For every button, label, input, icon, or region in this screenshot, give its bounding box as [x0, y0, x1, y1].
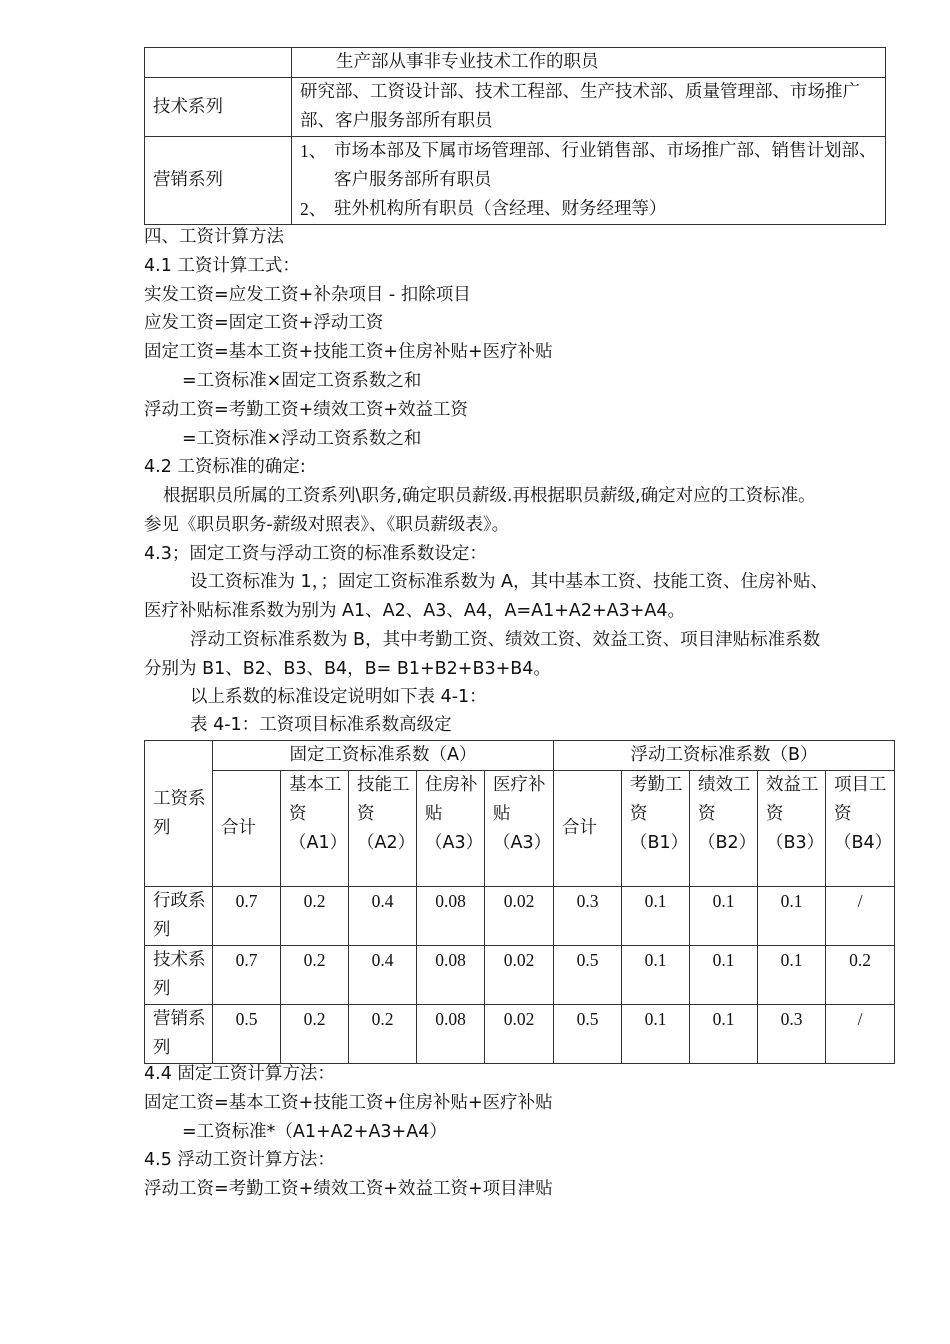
column-header: 考勤工资（B1） [622, 771, 690, 887]
coefficient-table [144, 740, 895, 1064]
category-cell: 营销系列 [145, 137, 292, 225]
table-row [145, 946, 895, 1005]
subsection-heading: 4.1 工资计算工式： [144, 256, 300, 276]
value-cell: 0.08 [417, 946, 485, 1005]
value-cell: 0.2 [281, 946, 349, 1005]
subsection-heading: 4.2 工资标准的确定: [144, 457, 306, 477]
column-header: 项目工资（B4） [826, 771, 895, 887]
corner-header: 工资系列 [145, 741, 213, 887]
subsection-heading: 4.3；固定工资与浮动工资的标准系数设定： [144, 544, 487, 564]
value-cell: 0.5 [554, 1005, 622, 1064]
list-item [300, 195, 879, 224]
value-cell: 0.2 [349, 1005, 417, 1064]
category-cell [145, 48, 292, 78]
table-row [145, 78, 886, 137]
row-label: 营销系列 [145, 1005, 213, 1064]
paragraph-line: 医疗补贴标准系数为别为 A1、A2、A3、A4，A=A1+A2+A3+A4。 [144, 601, 686, 621]
row-label: 技术系列 [145, 946, 213, 1005]
value-cell: 0.5 [213, 1005, 281, 1064]
list-text: 驻外机构所有职员（含经理、财务经理等） [334, 199, 667, 219]
value-cell: 0.1 [622, 1005, 690, 1064]
table-caption: 表 4-1：工资项目标准系数高级定 [190, 715, 452, 735]
value-cell: 0.08 [417, 1005, 485, 1064]
value-cell: 0.1 [622, 946, 690, 1005]
value-cell: 0.7 [213, 887, 281, 946]
value-cell: 0.2 [281, 1005, 349, 1064]
formula-line: 浮动工资=考勤工资+绩效工资+效益工资 [144, 400, 468, 420]
value-cell: 0.3 [554, 887, 622, 946]
value-cell: 0.4 [349, 887, 417, 946]
table-row [145, 48, 886, 78]
column-header: 合计 [554, 771, 622, 887]
paragraph-line: 浮动工资标准系数为 B，其中考勤工资、绩效工资、效益工资、项目津贴标准系数 [190, 630, 821, 650]
column-header: 住房补贴（A3） [417, 771, 485, 887]
value-cell: 0.08 [417, 887, 485, 946]
formula-line: 实发工资=应发工资+补杂项目 - 扣除项目 [144, 285, 471, 305]
column-header: 合计 [213, 771, 281, 887]
paragraph-line: 设工资标准为 1，；固定工资标准系数为 A，其中基本工资、技能工资、住房补贴、 [190, 572, 828, 592]
column-header: 技能工资（A2） [349, 771, 417, 887]
value-cell: 0.5 [554, 946, 622, 1005]
value-cell: 0.1 [690, 1005, 758, 1064]
formula-line: 应发工资=固定工资+浮动工资 [144, 313, 384, 333]
category-cell: 技术系列 [145, 78, 292, 137]
column-header: 效益工资（B3） [758, 771, 826, 887]
column-header: 医疗补贴（A3） [485, 771, 554, 887]
department-cell: 研究部、工资设计部、技术工程部、生产技术部、质量管理部、市场推广部、客户服务部所有职员 [292, 78, 886, 137]
value-cell: 0.02 [485, 946, 554, 1005]
paragraph-line: 根据职员所属的工资系列\职务,确定职员薪级.再根据职员薪级,确定对应的工资标准。 [163, 486, 816, 506]
formula-line: =工资标准×固定工资系数之和 [182, 371, 422, 391]
value-cell: 0.3 [758, 1005, 826, 1064]
formula-line: 固定工资=基本工资+技能工资+住房补贴+医疗补贴 [144, 342, 553, 362]
value-cell: 0.1 [690, 887, 758, 946]
value-cell: / [826, 887, 895, 946]
subsection-heading: 4.5 浮动工资计算方法： [144, 1150, 335, 1170]
value-cell: 0.1 [690, 946, 758, 1005]
group-header-b: 浮动工资标准系数（B） [554, 741, 895, 771]
row-label: 行政系列 [145, 887, 213, 946]
column-header: 绩效工资（B2） [690, 771, 758, 887]
paragraph-line: 分别为 B1、B2、B3、B4，B= B1+B2+B3+B4。 [144, 659, 551, 679]
value-cell: 0.02 [485, 887, 554, 946]
column-header: 基本工资（A1） [281, 771, 349, 887]
formula-line: =工资标准*（A1+A2+A3+A4） [182, 1122, 447, 1142]
value-cell: 0.2 [826, 946, 895, 1005]
list-number: 1、 [300, 141, 327, 161]
value-cell: 0.4 [349, 946, 417, 1005]
table-header-row [145, 741, 895, 771]
paragraph-line: 以上系数的标准设定说明如下表 4-1： [190, 687, 487, 707]
formula-line: =工资标准×浮动工资系数之和 [182, 429, 422, 449]
value-cell: 0.2 [281, 887, 349, 946]
table-row [145, 887, 895, 946]
department-cell: 生产部从事非专业技术工作的职员 [292, 48, 886, 78]
section-heading: 四、工资计算方法 [144, 227, 284, 247]
value-cell: 0.02 [485, 1005, 554, 1064]
table-header-row [145, 771, 895, 887]
group-header-a: 固定工资标准系数（A） [213, 741, 554, 771]
table-row [145, 137, 886, 225]
table-row [145, 1005, 895, 1064]
list-item [300, 137, 879, 195]
list-text: 市场本部及下属市场管理部、行业销售部、市场推广部、销售计划部、客户服务部所有职员 [334, 141, 877, 190]
list-number: 2、 [300, 199, 327, 219]
value-cell: 0.1 [758, 887, 826, 946]
formula-line: 固定工资=基本工资+技能工资+住房补贴+医疗补贴 [144, 1093, 553, 1113]
value-cell: 0.1 [758, 946, 826, 1005]
department-cell [292, 137, 886, 225]
subsection-heading: 4.4 固定工资计算方法： [144, 1064, 335, 1084]
staff-category-table [144, 47, 886, 225]
value-cell: 0.7 [213, 946, 281, 1005]
paragraph-line: 参见《职员职务-薪级对照表》、《职员薪级表》。 [144, 515, 510, 535]
value-cell: / [826, 1005, 895, 1064]
value-cell: 0.1 [622, 887, 690, 946]
formula-line: 浮动工资=考勤工资+绩效工资+效益工资+项目津贴 [144, 1179, 553, 1199]
